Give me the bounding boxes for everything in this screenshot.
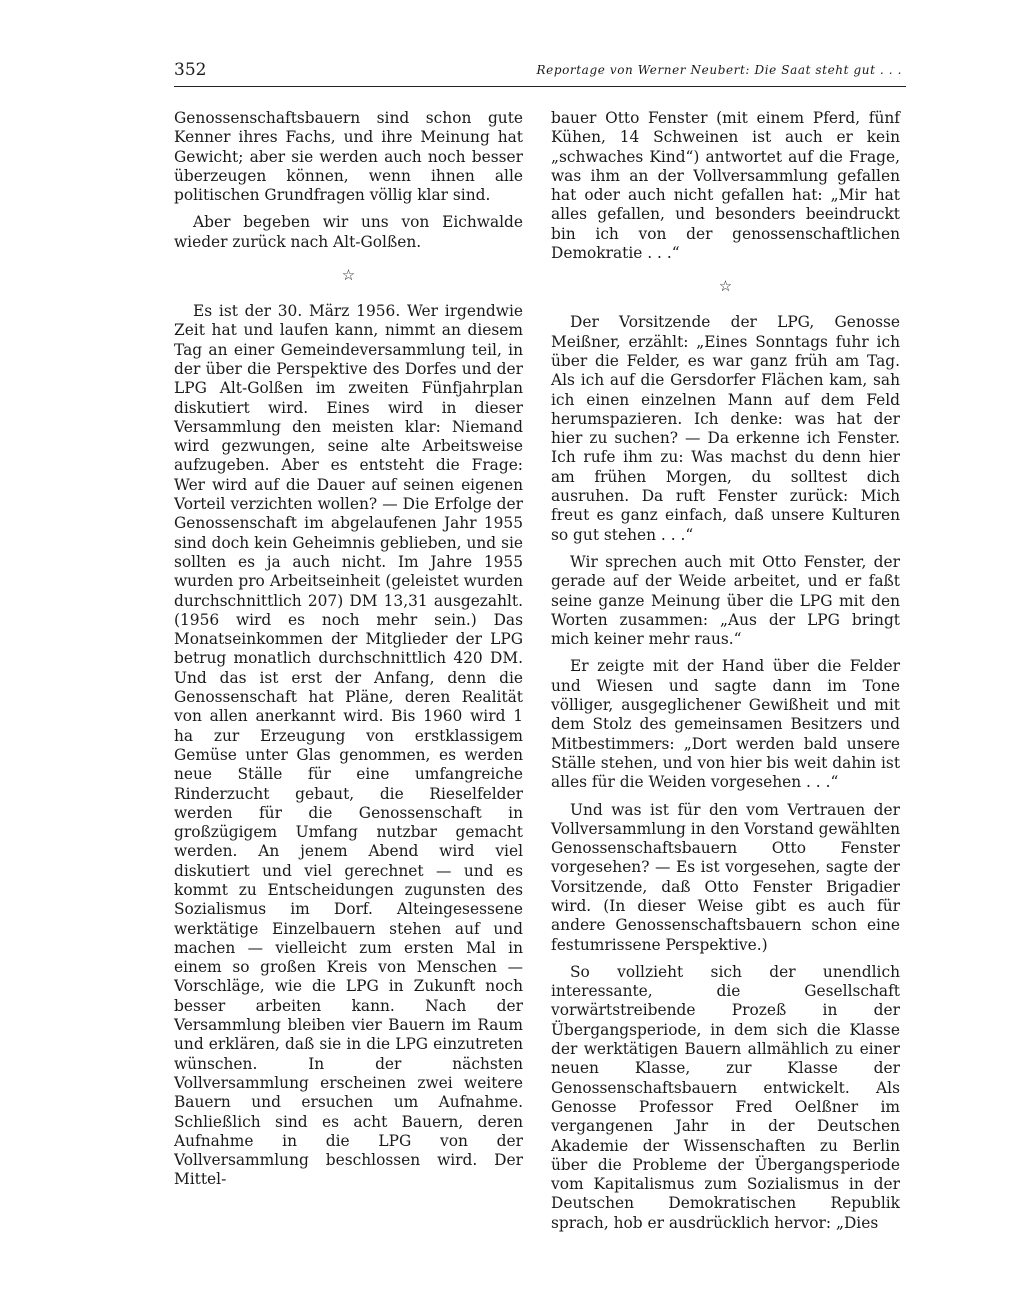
section-divider-star-icon: ☆ <box>341 266 356 285</box>
paragraph: Genossenschaftsbauern sind schon gute Kenner ihres Fachs, und ihre Meinung hat Gewicht; aber sie werden auch noch besser überzeugen können, wenn ihnen alle politischen Grundfragen völlig klar sind. <box>174 109 523 205</box>
paragraph: Wir sprechen auch mit Otto Fenster, der gerade auf der Weide arbeitet, und er faßt seine ganze Meinung über die LPG mit den Worten zusammen: „Aus der LPG bringt mich keiner mehr raus.“ <box>551 552 900 649</box>
page-number: 352 <box>174 60 207 80</box>
running-header <box>174 58 906 87</box>
paragraph: bauer Otto Fenster (mit einem Pferd, fünf Kühen, 14 Schweinen ist auch er kein „schwaches Kind“) antwortet auf die Frage, was ihm an der Vollversammlung gefallen hat oder auch nicht gefallen hat: „Mir hat alles gefallen, und besonders beeindruckt bin ich von der genossenschaftlichen Demokratie . . .“ <box>551 109 900 263</box>
left-column <box>174 109 523 1198</box>
paragraph: Es ist der 30. März 1956. Wer irgendwie Zeit hat und laufen kann, nimmt an diesem Tag an einer Gemeindeversammlung teil, in der über die Perspektive des Dorfes und der LPG Alt-Golßen im zweiten Fünfjahrplan diskutiert wird. Eines wird in dieser Versammlung den meisten klar: Niemand wird gezwungen, seine alte Arbeitsweise aufzugeben. Aber es entsteht die Frage: Wer wird auf die Dauer auf seinen eigenen Vorteil verzichten wollen? — Die Erfolge der Genossenschaft im abgelaufenen Jahr 1955 sind doch kein Geheimnis geblieben, und sie sollten es ja auch nicht. Im Jahre 1955 wurden pro Arbeitseinheit (geleistet wurden durchschnittlich 207) DM 13,31 ausgezahlt. (1956 wird es noch mehr sein.) Das Monatseinkommen der Mitglieder der LPG betrug monatlich durchschnittlich 420 DM. Und das ist erst der Anfang, denn die Genossenschaft hat Pläne, deren Realität von allen anerkannt wird. Bis 1960 wird 1 ha zur Erzeugung von erstklassigem Gemüse unter Glas genommen, es werden neue Ställe für eine umfangreiche Rinderzucht gebaut, die Rieselfelder werden für die Genossenschaft in großzügigem Umfang nutzbar gemacht werden. An jenem Abend wird viel diskutiert und viel gerechnet — und es kommt zu Entscheidungen zugunsten des Sozialismus im Dorf. Alteingesessene werktätige Einzelbauern stehen auf und machen — vielleicht zum ersten Mal in einem so großen Kreis von Menschen — Vorschläge, wie die LPG in Zukunft noch besser arbeiten kann. Nach der Versammlung bleiben vier Bauern im Raum und erklären, daß sie in die LPG einzutreten wünschen. In der nächsten Vollversammlung erscheinen zwei weitere Bauern und ersuchen um Aufnahme. Schließlich sind es acht Bauern, deren Aufnahme in die LPG von der Vollversammlung beschlossen wird. Der Mittel- <box>174 302 523 1189</box>
running-title: Reportage von Werner Neubert: Die Saat steht gut . . . <box>536 63 902 77</box>
right-column <box>551 109 900 1241</box>
paragraph: Er zeigte mit der Hand über die Felder und Wiesen und sagte dann im Tone völliger, ausgeglichener Gewißheit und mit dem Stolz des gemeinsamen Besitzers und Mitbestimmers: „Dort werden bald unsere Ställe stehen, und von hier bis weit dahin ist alles für die Weiden vorgesehen . . .“ <box>551 657 900 792</box>
paragraph: Der Vorsitzende der LPG, Genosse Meißner, erzählt: „Eines Sonntags fuhr ich über die Felder, es war ganz früh am Tag. Als ich auf die Gersdorfer Flächen kam, sah ich einen einzelnen Mann auf dem Feld herumspazieren. Ich denke: was hat der hier zu suchen? — Da erkenne ich Fenster. Ich rufe ihm zu: Was machst du denn hier am frühen Morgen, du solltest dich ausruhen. Da ruft Fenster zurück: Mich freut es ganz einfach, daß unsere Kulturen so gut stehen . . .“ <box>551 313 900 544</box>
section-divider-star-icon: ☆ <box>718 277 733 296</box>
paragraph: So vollzieht sich der unendlich interessante, die Gesellschaft vorwärtstreibende Prozeß in der Übergangsperiode, in dem sich die Klasse der werktätigen Bauern allmählich zu einer neuen Klasse, zur Klasse der Genossenschaftsbauern entwickelt. Als Genosse Professor Fred Oelßner im vergangenen Jahr in der Deutschen Akademie der Wissenschaften zu Berlin über die Probleme der Übergangsperiode vom Kapitalismus zum Sozialismus in der Deutschen Demokratischen Republik sprach, hob er ausdrücklich hervor: „Dies <box>551 962 900 1232</box>
paragraph: Und was ist für den vom Vertrauen der Vollversammlung in den Vorstand gewählten Genossenschaftsbauern Otto Fenster vorgesehen? — Es ist vorgesehen, sagte der Vorsitzende, daß Otto Fenster Brigadier wird. (In dieser Weise gibt es auch für andere Genossenschaftsbauern schon eine festumrissene Perspektive.) <box>551 800 900 954</box>
paragraph: Aber begeben wir uns von Eichwalde wieder zurück nach Alt-Golßen. <box>174 213 523 251</box>
